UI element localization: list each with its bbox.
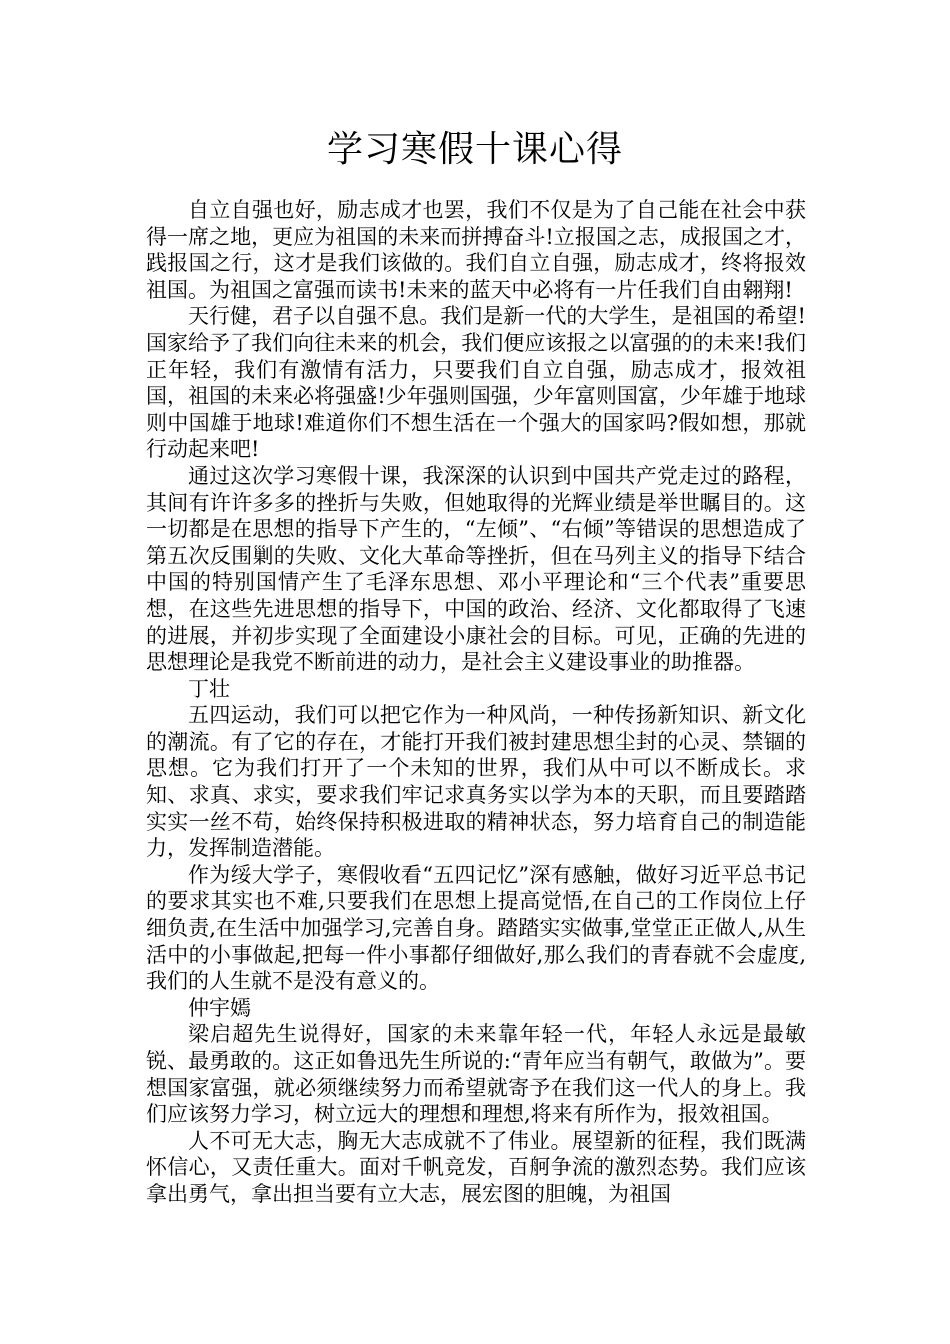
paragraph-5: 作为绥大学子，寒假收看“五四记忆”深有感触，做好习近平总书记的要求其实也不难,只要我们在思想上提高觉悟,在自己的工作岗位上仔细负责,在生活中加强学习,完善自身。踏踏实实做事,堂堂正正做人,从生活中的小事做起,把每一件小事都仔细做好,那么我们的青春就不会虚度,我们的人生就不是没有意义的。: [146, 862, 806, 994]
document-title: 学习寒假十课心得: [326, 129, 623, 170]
paragraph-4: 五四运动，我们可以把它作为一种风尚，一种传扬新知识、新文化的潮流。有了它的存在，才能打开我们被封建思想尘封的心灵、禁锢的思想。它为我们打开了一个未知的世界，我们从中可以不断成长。求知、求真、求实，要求我们牢记求真务实以学为本的天职，而且要踏踏实实一丝不苟，始终保持积极进取的精神状态，努力培育自己的制造能力，发挥制造潜能。: [146, 703, 806, 861]
paragraph-2: 天行健，君子以自强不息。我们是新一代的大学生，是祖国的希望!国家给予了我们向往未来的机会，我们便应该报之以富强的的未来!我们正年轻，我们有激情有活力，只要我们自立自强，励志成才，报效祖国，祖国的未来必将强盛!少年强则国强，少年富则国富，少年雄于地球则中国雄于地球!难道你们不想生活在一个强大的国家吗?假如想，那就行动起来吧!: [146, 304, 806, 462]
author-signature-2: 仲宇嫣: [188, 995, 251, 1020]
paragraph-1: 自立自强也好，励志成才也罢，我们不仅是为了自己能在社会中获得一席之地，更应为祖国的未来而拼搏奋斗!立报国之志，成报国之才，践报国之行，这才是我们该做的。我们自立自强，励志成才，终将报效祖国。为祖国之富强而读书!未来的蓝天中必将有一片任我们自由翱翔!: [146, 198, 806, 302]
document-body: [146, 197, 806, 1208]
paragraph-6: 梁启超先生说得好，国家的未来靠年轻一代，年轻人永远是最敏锐、最勇敢的。这正如鲁迅先生所说的:“青年应当有朝气，敢做为”。要想国家富强，就必须继续努力而希望就寄予在我们这一代人的身上。我们应该努力学习，树立远大的理想和理想,将来有所作为，报效祖国。: [146, 1022, 806, 1127]
paragraph-7: 人不可无大志，胸无大志成就不了伟业。展望新的征程，我们既满怀信心，又责任重大。面对千帆竞发，百舸争流的激烈态势。我们应该拿出勇气，拿出担当要有立大志，展宏图的胆魄，为祖国: [146, 1128, 806, 1206]
author-signature-1: 丁壮: [188, 676, 230, 701]
paragraph-3: 通过这次学习寒假十课，我深深的认识到中国共产党走过的路程，其间有许许多多的挫折与失败，但她取得的光辉业绩是举世瞩目的。这一切都是在思想的指导下产生的，“左倾”、“右倾”等错误的思想造成了第五次反围剿的失败、文化大革命等挫折，但在马列主义的指导下结合中国的特别国情产生了毛泽东思想、邓小平理论和“三个代表”重要思想，在这些先进思想的指导下，中国的政治、经济、文化都取得了飞速的进展，并初步实现了全面建设小康社会的目标。可见，正确的先进的思想理论是我党不断前进的动力，是社会主义建设事业的助推器。: [146, 463, 806, 675]
